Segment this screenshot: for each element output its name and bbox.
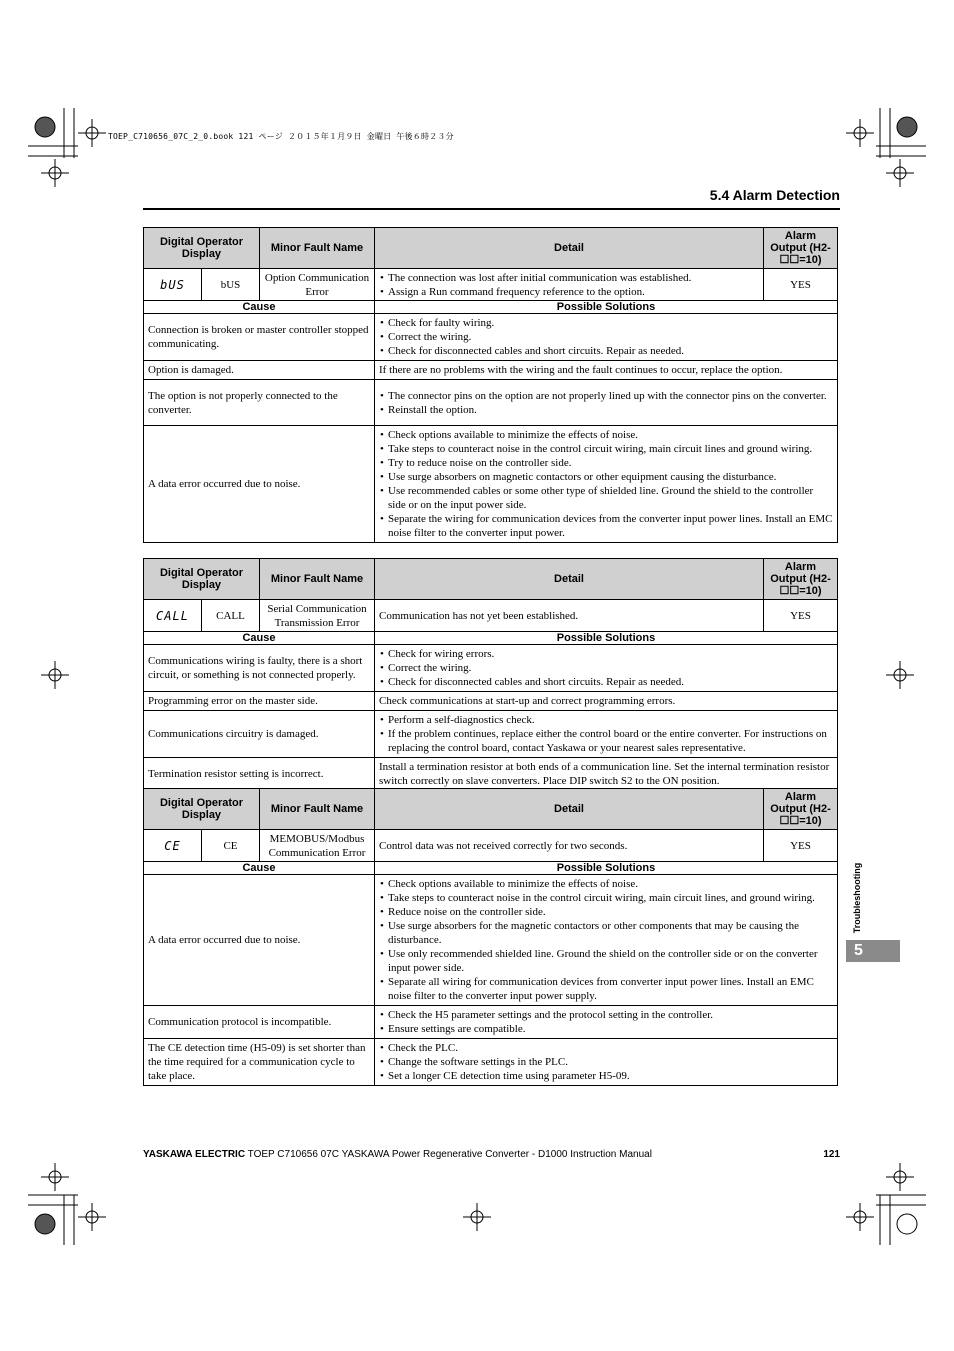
chapter-tab: 5	[846, 940, 900, 962]
header-alarm-output: Alarm Output (H2-☐☐=10)	[764, 559, 838, 600]
cause-text: Connection is broken or master controller stopped communicating.	[144, 314, 375, 361]
list-item: • The connection was lost after initial communication was established.	[379, 271, 759, 285]
header-display: Digital Operator Display	[144, 228, 260, 269]
header-solutions: Possible Solutions	[375, 632, 838, 645]
cause-header-row	[144, 862, 838, 875]
cause-text: Communications circuitry is damaged.	[144, 711, 375, 758]
footer-brand: YASKAWA ELECTRIC	[143, 1149, 246, 1160]
header-detail: Detail	[375, 228, 764, 269]
list-item: • Separate all wiring for communication devices from converter input power lines. Install an EMC noise filter to the converter input power supply.	[379, 975, 833, 1003]
section-title: 5.4 Alarm Detection	[709, 187, 840, 203]
minor-fault-name: Serial Communication Transmission Error	[260, 600, 375, 632]
header-alarm-output: Alarm Output (H2-☐☐=10)	[764, 789, 838, 830]
list-item: • Correct the wiring.	[379, 330, 833, 344]
list-item: • Check options available to minimize the effects of noise.	[379, 428, 833, 442]
header-solutions: Possible Solutions	[375, 862, 838, 875]
list-item: • Separate the wiring for communication devices from the converter input power lines. Install an EMC noise filter to the converter input power.	[379, 512, 833, 540]
alarm-code: bUS	[202, 269, 260, 301]
header-alarm-output: Alarm Output (H2-☐☐=10)	[764, 228, 838, 269]
cause-text: A data error occurred due to noise.	[144, 875, 375, 1006]
solution-text: Check communications at start-up and correct programming errors.	[375, 692, 838, 711]
list-item: • Take steps to counteract noise in the control circuit wiring, main circuit lines, and ground wiring.	[379, 891, 833, 905]
list-item: • Check the PLC.	[379, 1041, 833, 1055]
alarm-code: CE	[202, 830, 260, 862]
list-item: • Check for disconnected cables and short circuits. Repair as needed.	[379, 675, 833, 689]
cause-text: Programming error on the master side.	[144, 692, 375, 711]
list-item: • Take steps to counteract noise in the control circuit wiring, main circuit lines and ground wiring.	[379, 442, 833, 456]
solution-text: If there are no problems with the wiring and the fault continues to occur, replace the option.	[375, 361, 838, 380]
list-item: • Change the software settings in the PLC.	[379, 1055, 833, 1069]
table-header-row	[144, 559, 838, 600]
list-item: • Perform a self-diagnostics check.	[379, 713, 833, 727]
page-number: 121	[823, 1149, 840, 1160]
operator-display: CALL	[144, 600, 202, 632]
solutions	[375, 314, 838, 361]
table-row	[144, 645, 838, 692]
table-row	[144, 361, 838, 380]
solutions	[375, 711, 838, 758]
alarm-code: CALL	[202, 600, 260, 632]
operator-display: bUS	[144, 269, 202, 301]
header-display: Digital Operator Display	[144, 789, 260, 830]
cause-text: Communication protocol is incompatible.	[144, 1006, 375, 1039]
table-row	[144, 1006, 838, 1039]
list-item: • If the problem continues, replace either the control board or the entire converter. For instructions on replacing the control board, contact Yaskawa or your nearest sales representative.	[379, 727, 833, 755]
solutions	[375, 1006, 838, 1039]
chapter-side-label	[850, 860, 864, 936]
table-header-row	[144, 789, 838, 830]
alarm-table-bus	[143, 227, 838, 543]
table-row	[144, 380, 838, 426]
list-item: • Check for faulty wiring.	[379, 316, 833, 330]
alarm-output: YES	[764, 600, 838, 632]
solutions	[375, 875, 838, 1006]
header-detail: Detail	[375, 559, 764, 600]
list-item: • Check options available to minimize the effects of noise.	[379, 877, 833, 891]
alarm-output: YES	[764, 269, 838, 301]
cause-text: Termination resistor setting is incorrect.	[144, 758, 375, 791]
list-item: • Ensure settings are compatible.	[379, 1022, 833, 1036]
list-item: • The connector pins on the option are not properly lined up with the connector pins on the converter.	[379, 389, 833, 403]
minor-fault-name: MEMOBUS/Modbus Communication Error	[260, 830, 375, 862]
table-row	[144, 314, 838, 361]
list-item: • Use surge absorbers on magnetic contactors or other equipment causing the disturbance.	[379, 470, 833, 484]
header-display: Digital Operator Display	[144, 559, 260, 600]
cause-text: A data error occurred due to noise.	[144, 426, 375, 543]
list-item: • Use surge absorbers for the magnetic contactors or other components that may be causing the disturbance.	[379, 919, 833, 947]
cause-header-row	[144, 632, 838, 645]
list-item: • Use recommended cables or some other type of shielded line. Ground the shield to the controller side or on the input power side.	[379, 484, 833, 512]
table-row	[144, 1039, 838, 1086]
list-item: • Use only recommended shielded line. Ground the shield on the controller side or on the converter input power side.	[379, 947, 833, 975]
table-header-row	[144, 228, 838, 269]
cause-text: The CE detection time (H5-09) is set shorter than the time required for a communication cycle to take place.	[144, 1039, 375, 1086]
solutions	[375, 426, 838, 543]
table-row	[144, 758, 838, 791]
solutions	[375, 1039, 838, 1086]
header-cause: Cause	[144, 862, 375, 875]
table-row	[144, 711, 838, 758]
list-item: • Reinstall the option.	[379, 403, 833, 417]
list-item: • Set a longer CE detection time using parameter H5-09.	[379, 1069, 833, 1083]
header-cause: Cause	[144, 301, 375, 314]
header-solutions: Possible Solutions	[375, 301, 838, 314]
list-item: • Check for wiring errors.	[379, 647, 833, 661]
alarm-table-ce	[143, 788, 838, 1086]
minor-fault-name: Option Communication Error	[260, 269, 375, 301]
alarm-table-call	[143, 558, 838, 791]
solution-text: Install a termination resistor at both ends of a communication line. Set the internal termination resistor switch correctly on slave converters. Place DIP switch S2 to the ON position.	[375, 758, 838, 791]
list-item: • Try to reduce noise on the controller side.	[379, 456, 833, 470]
chapter-label-text: Troubleshooting	[852, 862, 862, 934]
solutions	[375, 645, 838, 692]
header-name: Minor Fault Name	[260, 559, 375, 600]
header-detail: Detail	[375, 789, 764, 830]
alarm-detail	[375, 269, 764, 301]
list-item: • Reduce noise on the controller side.	[379, 905, 833, 919]
cause-text: Option is damaged.	[144, 361, 375, 380]
title-rule	[143, 208, 840, 210]
alarm-detail: Control data was not received correctly for two seconds.	[375, 830, 764, 862]
list-item: • Check the H5 parameter settings and the protocol setting in the controller.	[379, 1008, 833, 1022]
operator-display: CE	[144, 830, 202, 862]
header-name: Minor Fault Name	[260, 228, 375, 269]
table-row	[144, 875, 838, 1006]
list-item: • Check for disconnected cables and short circuits. Repair as needed.	[379, 344, 833, 358]
cause-header-row	[144, 301, 838, 314]
list-item: • Correct the wiring.	[379, 661, 833, 675]
alarm-detail: Communication has not yet been established.	[375, 600, 764, 632]
header-name: Minor Fault Name	[260, 789, 375, 830]
alarm-row	[144, 830, 838, 862]
cause-text: Communications wiring is faulty, there is a short circuit, or something is not connected properly.	[144, 645, 375, 692]
cause-text: The option is not properly connected to the converter.	[144, 380, 375, 426]
table-row	[144, 692, 838, 711]
alarm-row	[144, 269, 838, 301]
solutions	[375, 380, 838, 426]
list-item: • Assign a Run command frequency reference to the option.	[379, 285, 759, 299]
alarm-output: YES	[764, 830, 838, 862]
footer	[143, 1149, 652, 1160]
print-info: TOEP_C710656_07C_2_0.book 121 ページ ２０１５年１月９日 金曜日 午後６時２３分	[108, 132, 454, 141]
footer-doc: TOEP C710656 07C YASKAWA Power Regenerative Converter - D1000 Instruction Manual	[245, 1149, 652, 1160]
table-row	[144, 426, 838, 543]
header-cause: Cause	[144, 632, 375, 645]
alarm-row	[144, 600, 838, 632]
